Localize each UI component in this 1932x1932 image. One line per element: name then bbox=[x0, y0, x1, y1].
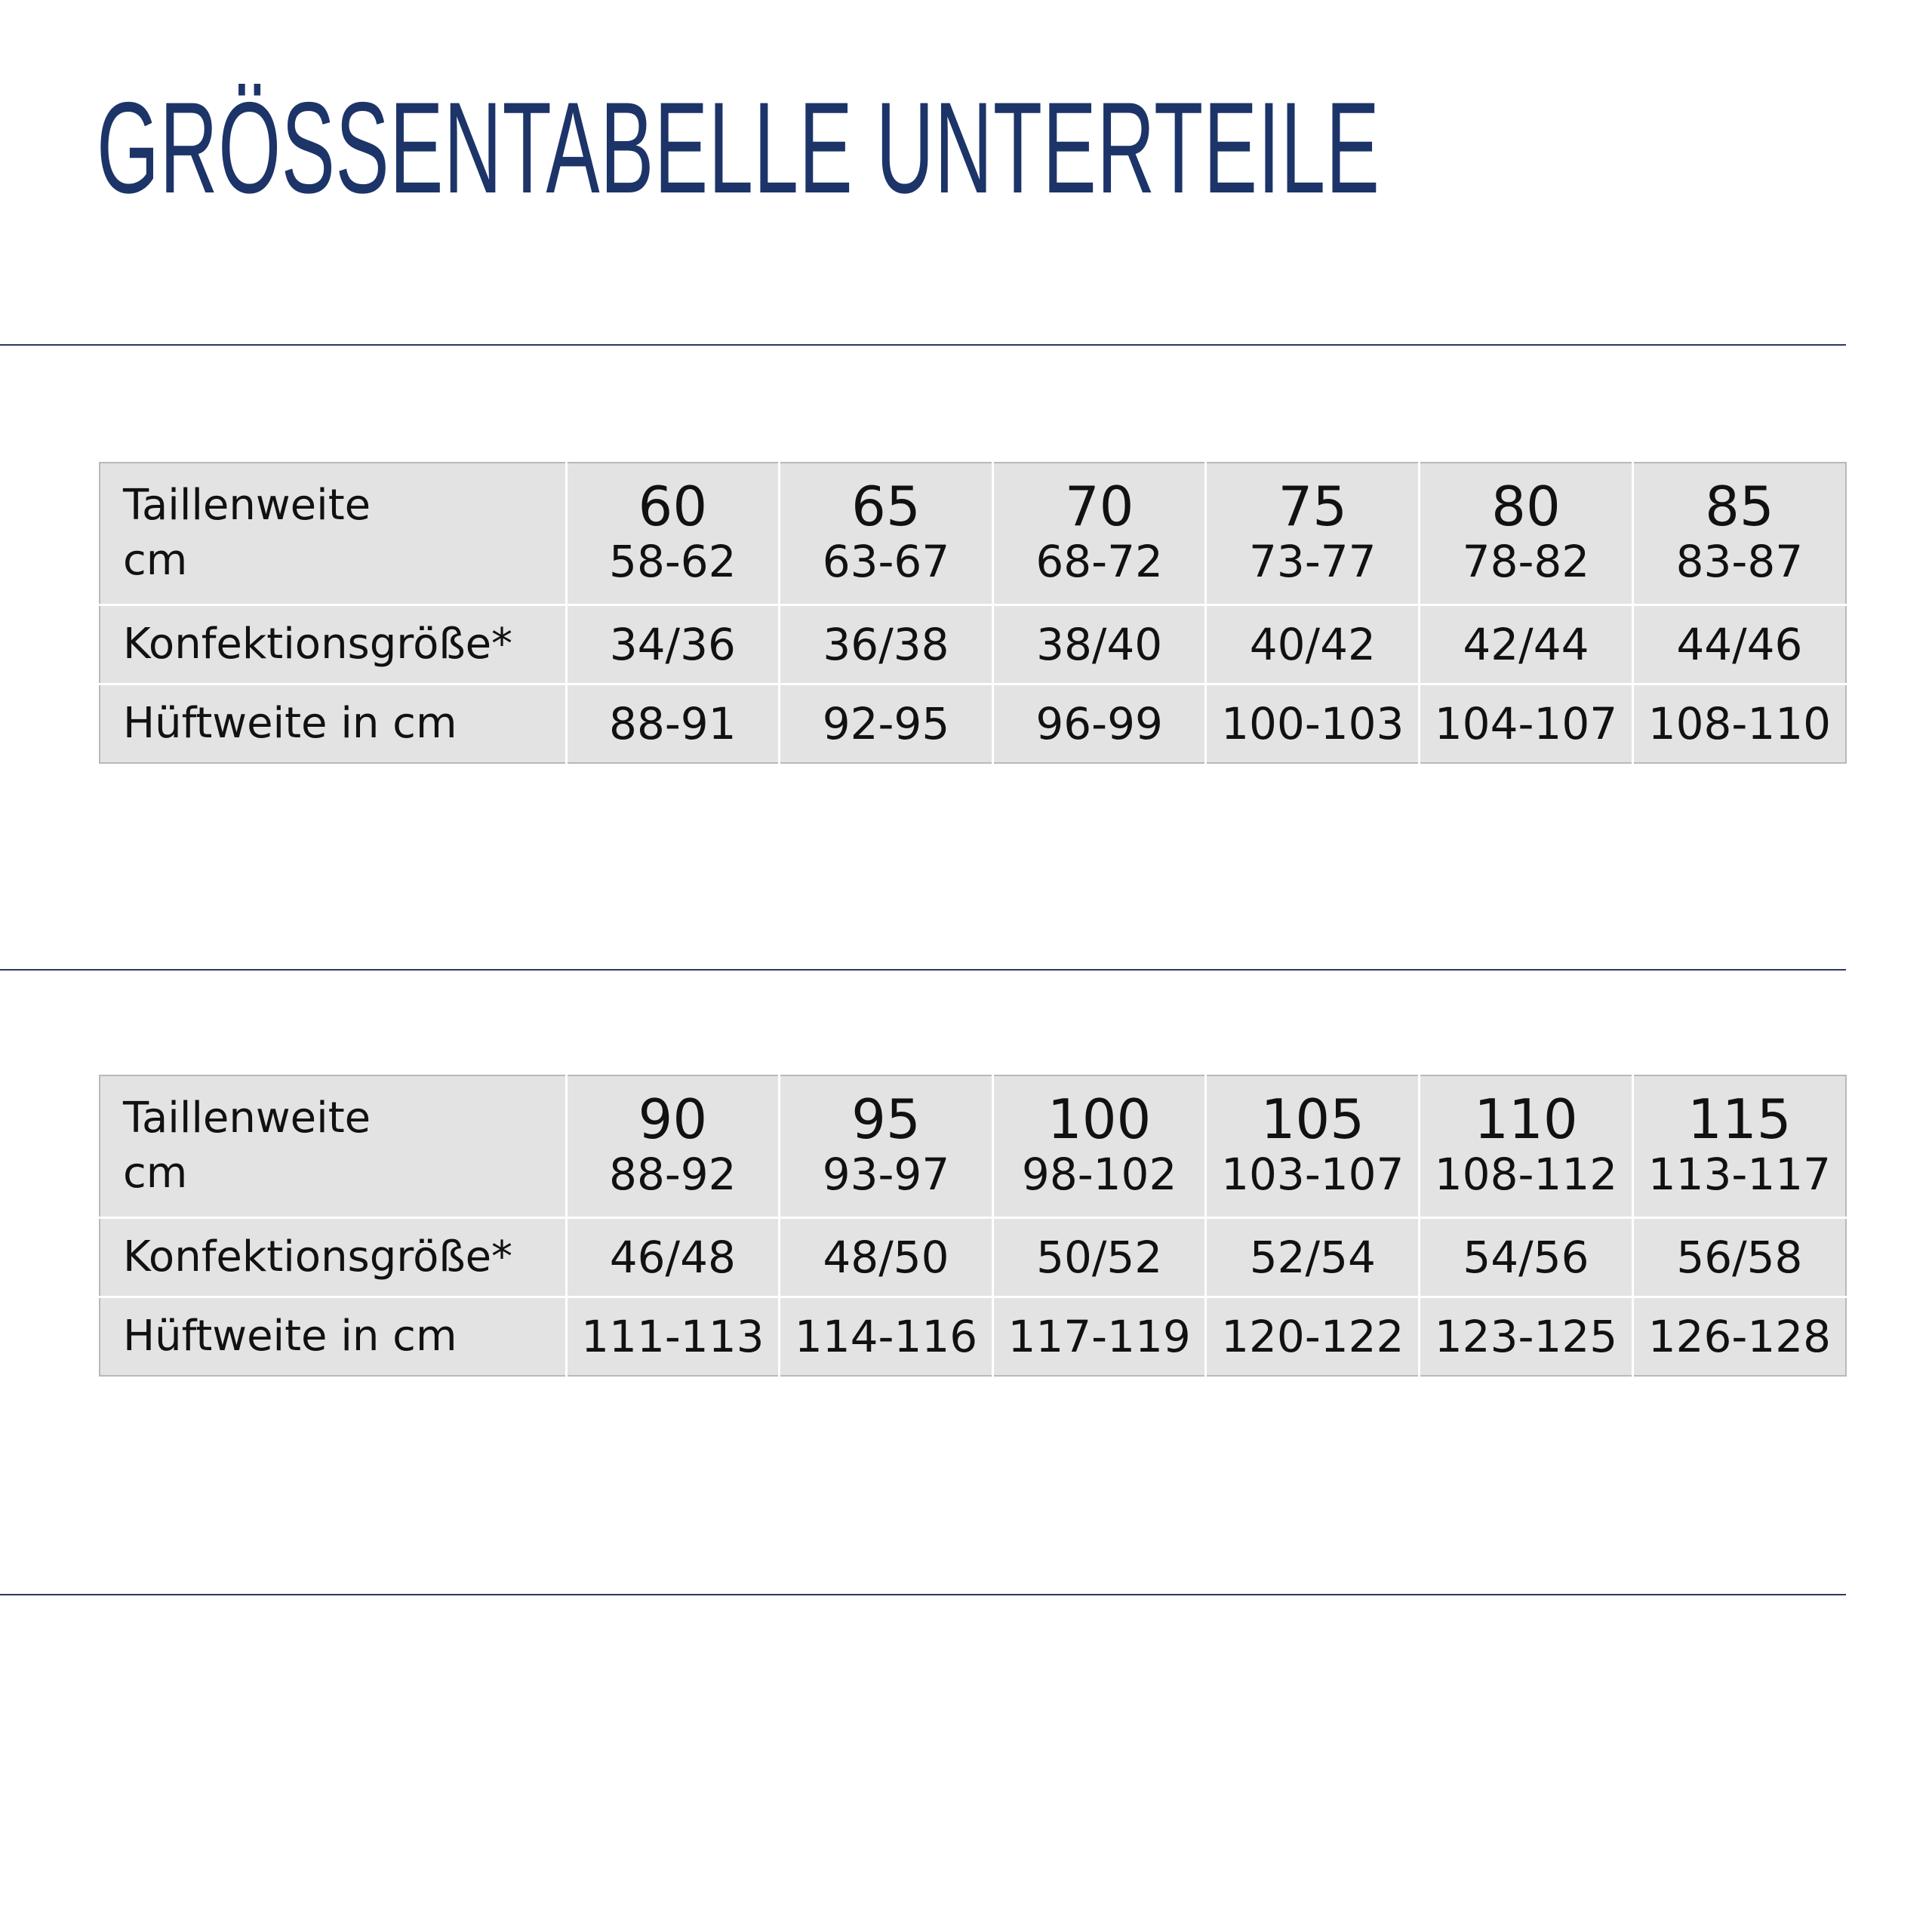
waist-cell bbox=[1420, 463, 1633, 605]
waist-cell bbox=[1206, 1075, 1420, 1218]
waist-range: 63-67 bbox=[822, 536, 950, 587]
waist-label: Taillenweite bbox=[123, 481, 371, 531]
waist-label: Taillenweite bbox=[123, 1094, 371, 1143]
size-cell: 36/38 bbox=[780, 605, 993, 685]
waist-cell bbox=[992, 463, 1206, 605]
waist-size: 110 bbox=[1474, 1088, 1578, 1152]
hip-row bbox=[100, 685, 1846, 764]
size-cell: 42/44 bbox=[1420, 605, 1633, 685]
waist-size: 90 bbox=[638, 1088, 708, 1152]
hip-cell: 108-110 bbox=[1632, 685, 1846, 764]
page-title: GRÖSSENTABELLE UNTERTEILE bbox=[97, 75, 1380, 220]
size-cell: 54/56 bbox=[1420, 1218, 1633, 1297]
waist-size: 105 bbox=[1260, 1088, 1365, 1152]
hip-cell: 120-122 bbox=[1206, 1297, 1420, 1377]
hip-row bbox=[100, 1297, 1846, 1377]
hip-label: Hüftweite in cm bbox=[100, 1297, 566, 1377]
hip-cell: 126-128 bbox=[1632, 1297, 1846, 1377]
hip-cell: 123-125 bbox=[1420, 1297, 1633, 1377]
size-cell: 48/50 bbox=[780, 1218, 993, 1297]
waist-row bbox=[100, 1075, 1846, 1218]
waist-range: 93-97 bbox=[822, 1149, 950, 1200]
hip-cell: 111-113 bbox=[566, 1297, 780, 1377]
waist-range: 88-92 bbox=[609, 1149, 737, 1200]
waist-row bbox=[100, 463, 1846, 605]
waist-cell bbox=[566, 463, 780, 605]
waist-range: 58-62 bbox=[609, 536, 737, 587]
waist-label-cell bbox=[100, 463, 566, 605]
waist-cell bbox=[1206, 463, 1420, 605]
waist-range: 78-82 bbox=[1462, 536, 1590, 587]
waist-size: 115 bbox=[1687, 1088, 1792, 1152]
size-row bbox=[100, 1218, 1846, 1297]
size-table-1 bbox=[99, 462, 1847, 764]
waist-range: 98-102 bbox=[1021, 1149, 1177, 1200]
waist-range: 73-77 bbox=[1249, 536, 1377, 587]
waist-cell bbox=[1420, 1075, 1633, 1218]
hip-cell: 92-95 bbox=[780, 685, 993, 764]
divider-rule-top bbox=[0, 344, 1846, 346]
size-row bbox=[100, 605, 1846, 685]
size-table-2 bbox=[99, 1075, 1847, 1377]
waist-size: 80 bbox=[1491, 475, 1561, 539]
waist-unit-label: cm bbox=[123, 1149, 188, 1198]
waist-unit-label: cm bbox=[123, 536, 188, 585]
waist-range: 103-107 bbox=[1221, 1149, 1404, 1200]
waist-size: 85 bbox=[1705, 475, 1774, 539]
divider-rule-middle bbox=[0, 969, 1846, 971]
size-cell: 40/42 bbox=[1206, 605, 1420, 685]
hip-cell: 88-91 bbox=[566, 685, 780, 764]
hip-cell: 114-116 bbox=[780, 1297, 993, 1377]
hip-cell: 96-99 bbox=[992, 685, 1206, 764]
size-cell: 38/40 bbox=[992, 605, 1206, 685]
waist-size: 100 bbox=[1047, 1088, 1152, 1152]
size-cell: 46/48 bbox=[566, 1218, 780, 1297]
hip-label: Hüftweite in cm bbox=[100, 685, 566, 764]
waist-label-cell bbox=[100, 1075, 566, 1218]
waist-range: 68-72 bbox=[1035, 536, 1163, 587]
waist-cell bbox=[780, 463, 993, 605]
waist-cell bbox=[566, 1075, 780, 1218]
hip-cell: 100-103 bbox=[1206, 685, 1420, 764]
waist-cell bbox=[992, 1075, 1206, 1218]
size-label: Konfektionsgröße* bbox=[100, 605, 566, 685]
waist-range: 113-117 bbox=[1647, 1149, 1832, 1200]
waist-cell bbox=[1632, 463, 1846, 605]
waist-cell bbox=[1632, 1075, 1846, 1218]
waist-size: 95 bbox=[851, 1088, 921, 1152]
size-cell: 44/46 bbox=[1632, 605, 1846, 685]
waist-size: 70 bbox=[1064, 475, 1134, 539]
waist-range: 83-87 bbox=[1675, 536, 1804, 587]
waist-range: 108-112 bbox=[1434, 1149, 1618, 1200]
waist-size: 65 bbox=[851, 475, 921, 539]
size-cell: 56/58 bbox=[1632, 1218, 1846, 1297]
hip-cell: 104-107 bbox=[1420, 685, 1633, 764]
waist-size: 60 bbox=[638, 475, 708, 539]
size-cell: 52/54 bbox=[1206, 1218, 1420, 1297]
divider-rule-bottom bbox=[0, 1594, 1846, 1595]
size-cell: 34/36 bbox=[566, 605, 780, 685]
waist-size: 75 bbox=[1278, 475, 1348, 539]
size-cell: 50/52 bbox=[992, 1218, 1206, 1297]
size-label: Konfektionsgröße* bbox=[100, 1218, 566, 1297]
hip-cell: 117-119 bbox=[992, 1297, 1206, 1377]
waist-cell bbox=[780, 1075, 993, 1218]
